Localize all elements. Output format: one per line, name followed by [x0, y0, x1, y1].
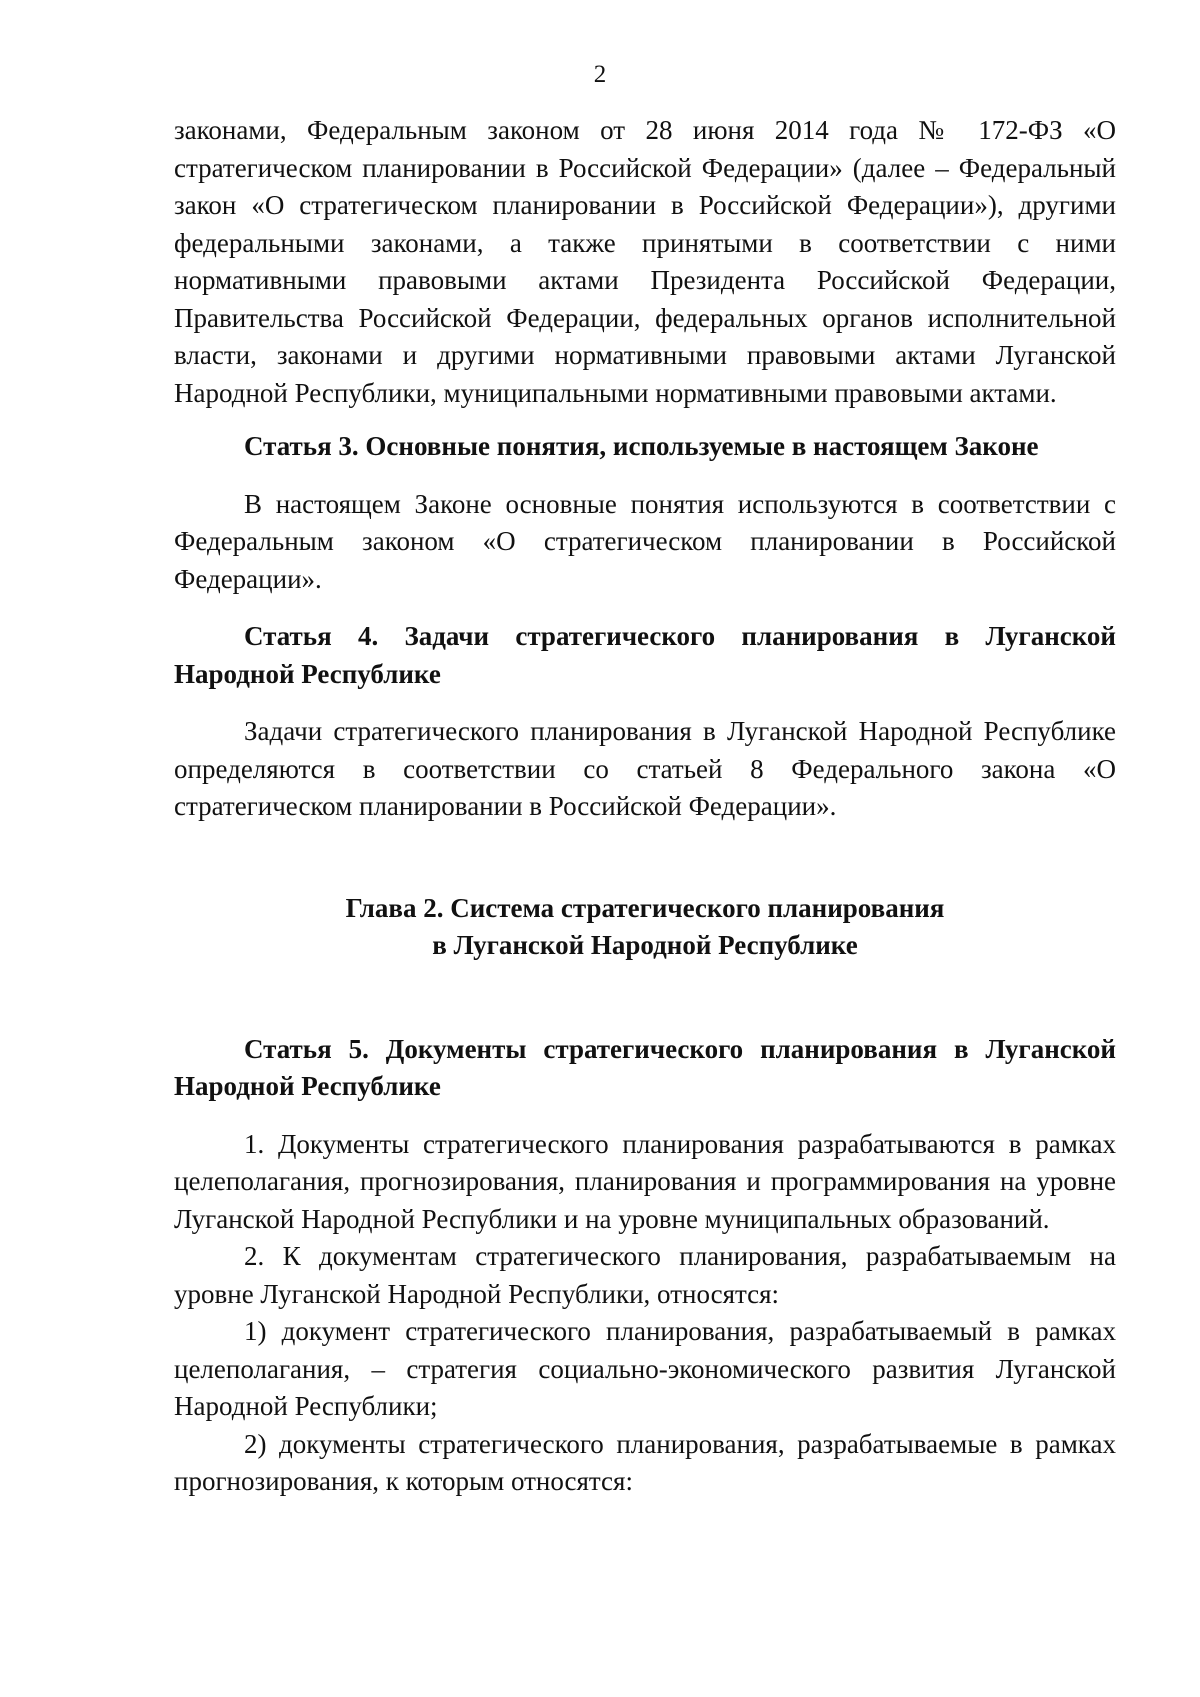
article-5-item-1: 1. Документы стратегического планирования разрабатываются в рамках целеполагания, прогнозирования, планирования и программирования на уровне Луганской Народной Республики и на уровне муниципальных образований. [174, 1128, 1116, 1234]
chapter-2-title-line-2: в Луганской Народной Республике [432, 930, 858, 960]
document-body [174, 112, 1116, 1501]
article-5-subitem-2: 2) документы стратегического планирования, разрабатываемые в рамках прогнозирования, к которым относятся: [174, 1428, 1116, 1496]
page-number: 2 [593, 61, 607, 88]
article-3-title: Статья 3. Основные понятия, используемые в настоящем Законе [244, 431, 1039, 461]
article-3-text: В настоящем Законе основные понятия используются в соответствии с Федеральным законом «О стратегическом планировании в Российской Федерации». [174, 488, 1116, 594]
article-5-subitem-1: 1) документ стратегического планирования, разрабатываемый в рамках целеполагания, – стратегия социально-экономического развития Луганской Народной Республики; [174, 1316, 1116, 1421]
article-4-title: Статья 4. Задачи стратегического планирования в Луганской Народной Республике [174, 621, 1116, 689]
chapter-2-title-line-1: Глава 2. Система стратегического планирования [345, 892, 945, 923]
article-5-title: Статья 5. Документы стратегического планирования в Луганской Народной Республике [174, 1033, 1116, 1101]
article-5-item-2: 2. К документам стратегического планирования, разрабатываемым на уровне Луганской Народной Республики, относятся: [174, 1241, 1116, 1309]
intro-paragraph: законами, Федеральным законом от 28 июня 2014 года № 172-ФЗ «О стратегическом планировании в Российской Федерации» (далее – Федеральный закон «О стратегическом планировании в Российской Федерации»), другими федеральными законами, а также принятыми в соответствии с ними нормативными правовыми актами Президента Российской Федерации, Правительства Российской Федерации, федеральных органов исполнительной власти, законами и другими нормативными правовыми актами Луганской Народной Республики, муниципальными нормативными правовыми актами. [174, 115, 1116, 408]
article-4-text: Задачи стратегического планирования в Луганской Народной Республике определяются в соответствии со статьей 8 Федерального закона «О стратегическом планировании в Российской Федерации». [174, 716, 1116, 821]
